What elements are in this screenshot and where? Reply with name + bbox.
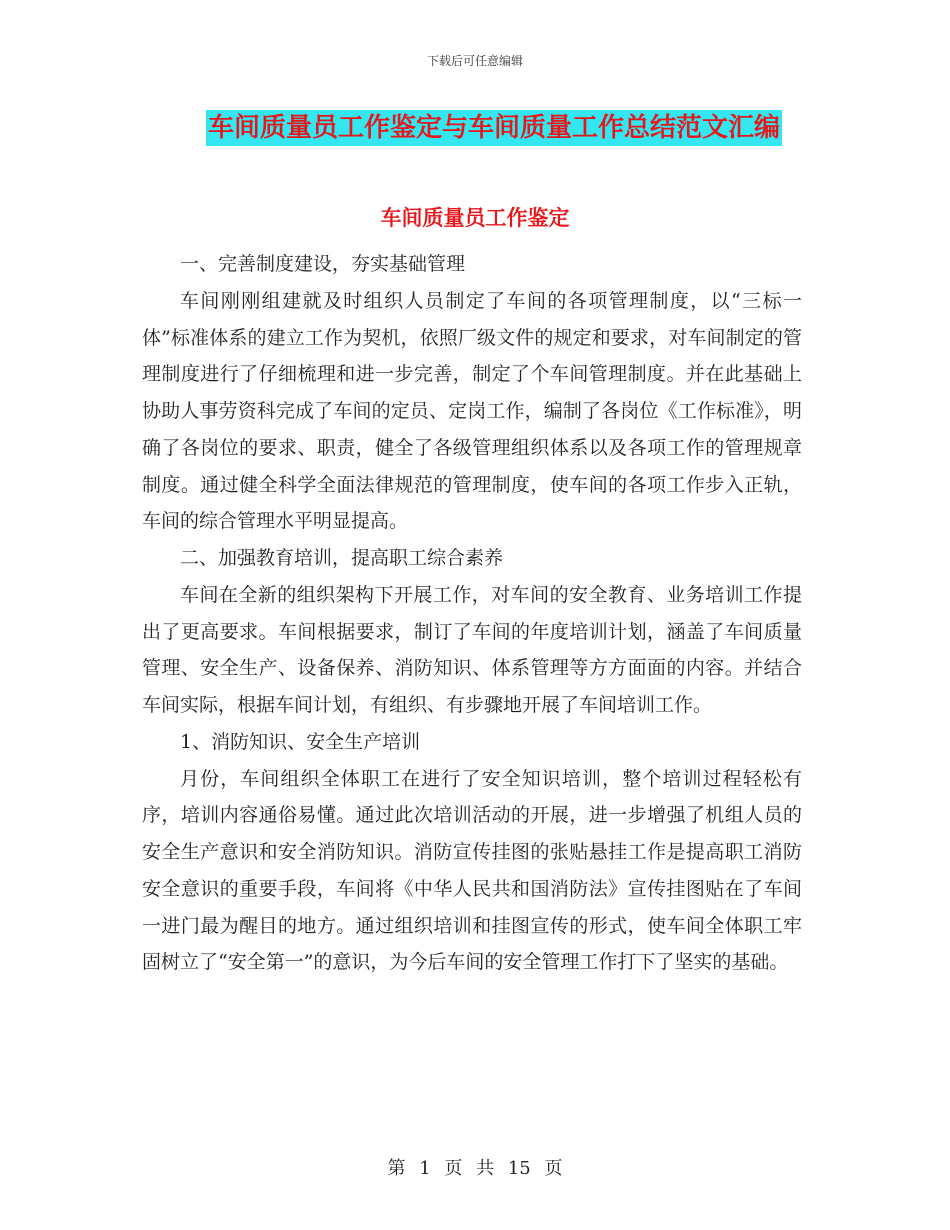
page-header-note: 下载后可任意编辑 [426,54,523,68]
document-main-title: 车间质量员工作鉴定与车间质量工作总结范文汇编 [206,110,782,146]
body-paragraph-3: 月份，车间组织全体职工在进行了安全知识培训，整个培训过程轻松有序，培训内容通俗易懂。通过此次培训活动的开展，进一步增强了机组人员的安全生产意识和安全消防知识。消防宣传挂图的张贴悬挂工作是提高职工消防安全意识的重要手段，车间将《中华人民共和国消防法》宣传挂图贴在了车间一进门最为醒目的地方。通过组织培训和挂图宣传的形式，使车间全体职工牢固树立了“安全第一”的意识，为今后车间的安全管理工作打下了坚实的基础。 [142,767,802,974]
section-heading-1: 一、完善制度建设，夯实基础管理 [180,253,466,275]
body-paragraph-1: 车间刚刚组建就及时组织人员制定了车间的各项管理制度，以“三标一体”标准体系的建立工作为契机，依照厂级文件的规定和要求，对车间制定的管理制度进行了仔细梳理和进一步完善，制定了个车间管理制度。并在此基础上协助人事劳资科完成了车间的定员、定岗工作，编制了各岗位《工作标准》，明确了各岗位的要求、职责，健全了各级管理组织体系以及各项工作的管理规章制度。通过健全科学全面法律规范的管理制度，使车间的各项工作步入正轨，车间的综合管理水平明显提高。 [142,289,802,533]
subsection-heading-1: 1、消防知识、安全生产培训 [180,730,421,753]
body-paragraph-2: 车间在全新的组织架构下开展工作，对车间的安全教育、业务培训工作提出了更高要求。车间根据要求，制订了车间的年度培训计划，涵盖了车间质量管理、安全生产、设备保养、消防知识、体系管理等方方面面的内容。并结合车间实际，根据车间计划，有组织、有步骤地开展了车间培训工作。 [142,583,802,716]
page-footer-number: 第 1 页 共 15 页 [387,1158,563,1179]
section-title: 车间质量员工作鉴定 [380,205,570,230]
section-heading-2: 二、加强教育培训，提高职工综合素养 [180,547,504,569]
document-body [142,246,802,981]
